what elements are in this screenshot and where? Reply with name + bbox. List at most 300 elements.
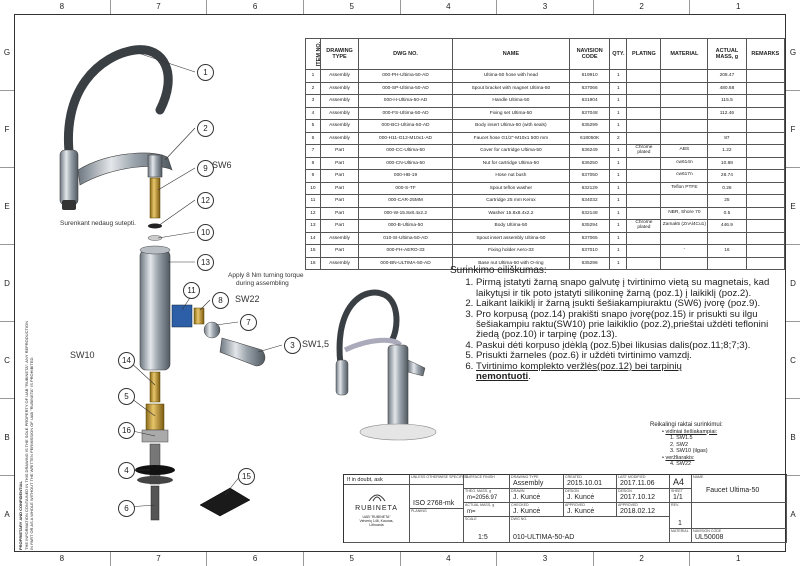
tb-tolerance: ISO 2768-mk [410,485,464,509]
bom-cell [708,232,746,245]
zone-label: 1 [689,0,786,14]
zone-label: B [786,398,800,475]
zone-label: 2 [593,0,690,14]
zone-label: 6 [206,0,303,14]
bom-cell: 1 [610,120,627,133]
bom-cell: 4 [306,107,321,120]
bom-cell: 15 [306,245,321,258]
bom-cell [708,120,746,133]
bom-cell: 1 [610,145,627,158]
bom-cell [746,107,784,120]
bom-cell [746,182,784,195]
bom-table [305,38,785,270]
bom-cell: ABS [661,145,708,158]
callout-balloon: 3 [284,337,301,354]
bom-row [306,245,785,258]
callout-balloon: 4 [118,462,135,479]
bom-cell: Zamak5 (ZnAl4Cu1) [661,220,708,233]
callout-balloon: 16 [118,422,135,439]
zone-label: 5 [303,552,400,566]
bom-cell: 1 [306,70,321,83]
zone-label: 5 [303,0,400,14]
part-body [140,246,170,370]
tb-name: NAME Faucet Ultima-50 [692,475,787,503]
instructions-steps [450,278,785,382]
bom-cell: cw617n [661,170,708,183]
tool-item: 1. SW1.5 [670,435,693,441]
bom-cell: Part [320,220,358,233]
bom-cell: 000-HB-19 [359,170,453,183]
tb-surface: SURFACE FINISH [464,475,510,489]
bom-row [306,195,785,208]
part-washer [148,224,162,229]
tb-theo-mass: THEO. MASS, g m=2056.97 [464,489,510,503]
bom-cell: Part [320,170,358,183]
zone-label: D [786,244,800,321]
bom-cell: 87 [708,132,746,145]
instruction-step: 6. Tvirtinimo komplekto veržlės(poz.12) bei tarpinių nemontuoti. [476,362,785,383]
tb-navision: NAVISION CODE UL50008 [692,529,787,543]
tb-format: A4 [670,475,692,489]
bom-cell: Assembly [320,82,358,95]
bom-row [306,232,785,245]
callout-balloon: 14 [118,352,135,369]
bom-body [306,70,785,270]
company-name: RUBINETA [355,505,398,512]
bom-cell: Hose nut bush [452,170,569,183]
part-fixing-set [135,444,175,484]
tb-created: CREATED 2015.10.01 [564,475,617,489]
bom-cell: Assembly [320,232,358,245]
bom-cell [627,207,661,220]
bom-header-cell: ITEM NO. [306,39,321,70]
tb-dwg-no: DWG NO. 010-ULTIMA-50-AD [510,517,670,543]
bom-cell: Ultima-50 hose with head [452,70,569,83]
zone-label: 7 [110,0,207,14]
bom-cell: 000-W-15.8x8.4x2.2 [359,207,453,220]
bom-row [306,120,785,133]
bom-header-cell: DRAWING TYPE [320,39,358,70]
part-faucet-hose [151,486,159,520]
bom-cell [746,132,784,145]
bom-cell: Part [320,157,358,170]
bom-header-cell: REMARKS [746,39,784,70]
bom-cell: 637048 [569,107,609,120]
tb-planing: PLANING [410,509,464,543]
instruction-step: 4. Paskui dėti korpuso įdėklą (poz.5)bei likusias dalis(poz.11;8;7;3). [476,341,785,351]
bom-cell: 446.9 [708,220,746,233]
bom-cell: 637010 [569,245,609,258]
bom-cell: 635296 [569,257,609,270]
bom-cell: Cover for cartridge Ultima-50 [452,145,569,158]
bom-cell: 1 [610,182,627,195]
bom-row [306,207,785,220]
bom-cell: NBR, Shore 70 [661,207,708,220]
bom-cell [627,182,661,195]
bom-cell [661,195,708,208]
bom-cell: Part [320,195,358,208]
tb-modified: LAST MODIFIED 2017.11.06 [617,475,670,489]
zone-label: C [0,321,14,398]
instruction-step: 1. Pirmą įstatyti žarną snapo galvutę į tvirtinimo vietą su magnetais, kad laikytųsi ir tik poto įstatyti silikoninę žarną (poz.1) į laikiklį (poz.2). [476,278,785,299]
zone-label: G [789,47,797,57]
bom-cell [746,170,784,183]
confidential-title: PROPRIETARY AND CONFIDENTIAL [18,481,23,550]
callout-balloon: 11 [183,282,200,299]
bom-cell: 632148 [569,207,609,220]
callout-balloon: 7 [240,314,257,331]
bom-cell [627,245,661,258]
instruction-step: 3. Pro korpusą (poz.14) prakišti snapo įvorę(poz.15) ir prisukti su ilgu šešiakampiu raktu(SW10) prie laikiklio (poz.2),prieštai uždėti teflonini žiedą (poz.10) ir tarpinę (poz.13). [476,310,785,341]
bom-row [306,70,785,83]
tb-actual-mass: ACTUAL MASS, g m= [464,503,510,517]
bom-cell: Part [320,145,358,158]
torque-note-1: Apply 8 Nm turning torque [228,272,304,279]
bom-cell: Teflon PTFE [661,182,708,195]
bom-header-cell: PLATING [627,39,661,70]
bom-cell: 112.46 [708,107,746,120]
bom-cell [746,195,784,208]
bom-cell: 480.68 [708,82,746,95]
zone-label: 3 [496,0,593,14]
bom-cell: 000-SP-Ultima-50-AD [359,82,453,95]
bom-cell: 1 [610,245,627,258]
bom-cell: 7 [306,145,321,158]
bom-cell [746,245,784,258]
bom-cell: Assembly [320,120,358,133]
bom-cell [627,232,661,245]
zone-label: A [786,475,800,552]
tb-checked: CHECKED J. Kuncė [510,503,564,517]
zone-label: 7 [110,552,207,566]
bom-cell: Fixing set Ultima-50 [452,107,569,120]
bom-cell: 000-CN-Ultima-50 [359,157,453,170]
bom-cell: cw614n [661,157,708,170]
bom-cell: 632129 [569,182,609,195]
zone-label: D [0,244,14,321]
bom-cell: Chrome plated [627,145,661,158]
bom-cell: 10.88 [708,157,746,170]
torque-note-2: during assembling [236,280,289,287]
callout-balloon: 15 [238,468,255,485]
bom-cell: Handle Ultima-50 [452,95,569,108]
zone-label: 4 [400,0,497,14]
bom-row [306,132,785,145]
tb-blank [692,503,787,529]
bom-cell: 637050 [569,170,609,183]
tb-scale: SCALE 1:5 [464,517,510,543]
confidential-line-1: THE INFORMATION CONTAINED IN THIS DRAWING IS THE SOLE PROPERTY OF UAB "RUBINETA". ANY REPRODUCTION [24,320,29,550]
bom-cell: 000-S-TF [359,182,453,195]
bom-cell: Body insert Ultima-50 (with seals) [452,120,569,133]
bom-cell [661,232,708,245]
bom-header-cell: QTY. [610,39,627,70]
bom-cell: 1 [610,70,627,83]
bom-cell: 1 [610,170,627,183]
bom-cell: 3 [306,95,321,108]
bom-cell [661,70,708,83]
part-hose-nut-bush [150,178,160,218]
zone-label: G [3,47,11,57]
part-teflon-washer [148,236,162,241]
bom-cell: 1 [610,195,627,208]
bom-cell: Cartridge 25 mm Kerox [452,195,569,208]
size-label-sw22: SW22 [235,294,260,304]
part-fixing-holder [200,488,250,516]
zone-label: 3 [496,552,593,566]
zone-label: 8 [59,554,65,563]
tool-item: 4. SW22 [670,461,692,467]
zone-label: E [0,167,14,244]
bom-cell [746,157,784,170]
bom-cell: 637066 [569,82,609,95]
bom-cell: 618050K [569,132,609,145]
bom-cell: 25 [708,195,746,208]
tb-if-in-doubt: If in doubt, ask [344,475,410,485]
bom-cell [627,157,661,170]
bom-cell: 000-FH-AERO-33 [359,245,453,258]
bom-header-cell: NAVISION CODE [569,39,609,70]
bom-cell [746,95,784,108]
bom-cell: Assembly [320,107,358,120]
bom-cell [627,95,661,108]
part-cartridge [172,305,192,327]
bom-cell: 636249 [569,145,609,158]
bom-cell [746,70,784,83]
bom-cell [746,145,784,158]
bom-cell [627,107,661,120]
required-tools [650,422,785,468]
bom-header-cell: MATERIAL [661,39,708,70]
bom-cell: 16 [306,257,321,270]
tb-drawing-type: DRAWING TYPE Assembly [510,475,564,489]
bom-cell [627,70,661,83]
tb-approved-date: APPROVED 2018.02.12 [617,503,670,517]
callout-balloon: 2 [197,120,214,137]
tools-group-1: • vidiniai šešiakampiai: [662,428,718,435]
bom-cell: Washer 15.8x8.4x2.2 [452,207,569,220]
bom-cell: Body Ultima-50 [452,220,569,233]
bom-cell: Spout insert assembly Ultima-50 [452,232,569,245]
bom-cell: 1 [610,220,627,233]
bom-cell: 000-CAR-25MM [359,195,453,208]
zone-label: E [786,167,800,244]
bom-cell: 115.5 [708,95,746,108]
bom-cell: 000-H11-G12-M10x1-AD [359,132,453,145]
bom-cell: 000-BCI-Ultima-50-AD [359,120,453,133]
bom-cell: 13 [306,220,321,233]
bom-cell: 637065 [569,232,609,245]
bom-row [306,157,785,170]
callout-balloon: 5 [118,388,135,405]
bom-cell: 1 [610,95,627,108]
bom-header-row [306,39,785,70]
bom-cell [746,120,784,133]
bom-cell: Fixing holder Aero-33 [452,245,569,258]
bom-header-cell: DWG NO. [359,39,453,70]
bom-cell [627,82,661,95]
bom-cell: 5 [306,120,321,133]
bom-cell: 000-FS-Ultima-50-AD [359,107,453,120]
bom-cell: Assembly [320,70,358,83]
bom-header-cell: NAME [452,39,569,70]
bom-cell: 000-CC-Ultima-50 [359,145,453,158]
bom-cell: 000-B-Ultima-50 [359,220,453,233]
bom-cell: 208.47 [708,70,746,83]
bom-cell: 000-BN-ULTIMA-50-AD [359,257,453,270]
bom-cell: 2 [610,132,627,145]
bom-cell: 0.5 [708,207,746,220]
bom-cell [627,170,661,183]
bom-header-cell: ACTUAL MASS, g [708,39,746,70]
bom-cell: 1 [610,107,627,120]
zone-label: 2 [593,552,690,566]
bom-cell [746,82,784,95]
assembly-instructions [450,266,785,382]
bom-cell: Assembly [320,95,358,108]
tb-design: DESIGN J. Kuncė [564,489,617,503]
bom-row [306,82,785,95]
bom-cell: 1 [610,82,627,95]
bom-cell: 000-H-Ultima-50-AD [359,95,453,108]
tools-title: Reikalingi raktai surinkimui: [650,422,723,428]
bom-cell: 1 [610,232,627,245]
bom-cell: Part [320,207,358,220]
callout-balloon: 9 [197,160,214,177]
bom-cell: - [661,245,708,258]
bom-cell: 9 [306,170,321,183]
tb-unless: UNLESS OTHERWISE SPECIFIED: [410,475,464,485]
part-body-insert [146,404,164,430]
bom-cell: 1.22 [708,145,746,158]
confidential-line-2: IN PART OR AS A WHOLE WITHOUT THE WRITTEN PERMISSION OF UAB "RUBINETA" IS PROHIBITED. [29,356,34,550]
bom-cell: 2 [306,82,321,95]
bom-cell [661,132,708,145]
bom-cell: 8 [306,157,321,170]
part-spout-insert [150,372,160,402]
callout-balloon: 12 [197,192,214,209]
bom-cell [661,95,708,108]
size-label-sw6: SW6 [212,160,232,170]
part-cartridge-cover [204,322,220,338]
tool-item: 2. SW2 [670,441,689,448]
bom-row [306,220,785,233]
bom-cell: 0.26 [708,182,746,195]
tb-drawn: DRAWN J. Kuncė [510,489,564,503]
bom-cell: 11 [306,195,321,208]
zone-label: F [0,90,14,167]
bom-cell: 634032 [569,195,609,208]
tools-group-2: • veržliarakis: [662,454,695,461]
bom-row [306,170,785,183]
bom-cell [627,120,661,133]
bom-cell: 635294 [569,220,609,233]
callout-balloon: 10 [197,224,214,241]
tb-rev: REV. 1 [670,503,692,529]
tb-design-date: DESIGN 2017.10.12 [617,489,670,503]
zone-label: C [786,321,800,398]
bom-cell [746,232,784,245]
zone-label: 8 [59,2,65,11]
bom-cell [746,220,784,233]
zone-label: 1 [689,552,786,566]
bom-cell: 619910 [569,70,609,83]
lubricate-note: Surenkant nedaug sutepti. [60,220,136,227]
bom-cell: 010-SI-Ultima-50-AD [359,232,453,245]
zone-label: A [0,475,14,552]
bom-cell: Spout bracket with magnet Ultima-50 [452,82,569,95]
bom-cell: Part [320,245,358,258]
bom-cell: 12 [306,207,321,220]
bom-cell: 000-PH-Ultima-50-AD [359,70,453,83]
rubineta-logo-icon [367,489,387,503]
size-label-sw10: SW10 [70,350,95,360]
bom-cell: Base nut Ultima-50 with O-ring [452,257,569,270]
assembled-faucet-view [336,293,436,440]
zone-label: B [0,398,14,475]
bom-cell: Chrome plated [627,220,661,233]
bom-row [306,182,785,195]
callout-balloon: 8 [212,292,229,309]
bom-cell: 6 [306,132,321,145]
bom-row [306,107,785,120]
part-cartridge-nut [194,308,204,324]
title-block [343,474,787,543]
bom-cell: 14 [306,232,321,245]
zone-label: F [786,90,800,167]
tb-company [344,485,410,543]
bom-cell: Assembly [320,132,358,145]
bom-cell: Nut for cartridge Ultima-50 [452,157,569,170]
bom-cell [661,107,708,120]
callout-balloon: 13 [197,254,214,271]
bom-cell [661,120,708,133]
bom-cell: 10 [306,182,321,195]
bom-cell: 16 [708,245,746,258]
bom-cell: 1 [610,157,627,170]
bom-cell: Faucet hose G1/2"-M10x1 500 mm [452,132,569,145]
callout-balloon: 1 [197,64,214,81]
instruction-step: 2. Laikant laikiklį ir žarną įsukti šešiakampiuraktu (SW6) įvorę (poz.9). [476,299,785,309]
bom-cell: Spout teflon washer [452,182,569,195]
bom-cell [746,207,784,220]
bom-row [306,145,785,158]
bom-cell: 1 [610,257,627,270]
bom-cell: Assembly [320,257,358,270]
bom-cell: 635299 [569,120,609,133]
instructions-title: Surinkimo eiliškumas: [450,265,547,276]
bom-cell: Part [320,182,358,195]
bom-cell [627,195,661,208]
bom-cell [627,132,661,145]
bom-cell [661,82,708,95]
tool-item: 3. SW10 (ilgas) [670,448,708,454]
tb-material: MATERIAL [670,529,692,543]
bom-row [306,95,785,108]
bom-cell: 28.74 [708,170,746,183]
bom-cell: 636250 [569,157,609,170]
zone-label: 6 [206,552,303,566]
bom-cell: 631904 [569,95,609,108]
instruction-step: 5. Prisukti žarneles (poz.6) ir uždėti tvirtinimo vamzdį. [476,351,785,361]
callout-balloon: 6 [118,500,135,517]
bom-cell: 1 [610,207,627,220]
zone-label: 4 [400,552,497,566]
tb-approved: APPROVED J. Kuncė [564,503,617,517]
tb-sheet: SHEET 1/1 [670,489,692,503]
size-label-sw1-5: SW1,5 [302,339,330,349]
company-address: UAB "RUBINETA" Veiverių 146, Kaunas, Lithuania [359,515,394,527]
